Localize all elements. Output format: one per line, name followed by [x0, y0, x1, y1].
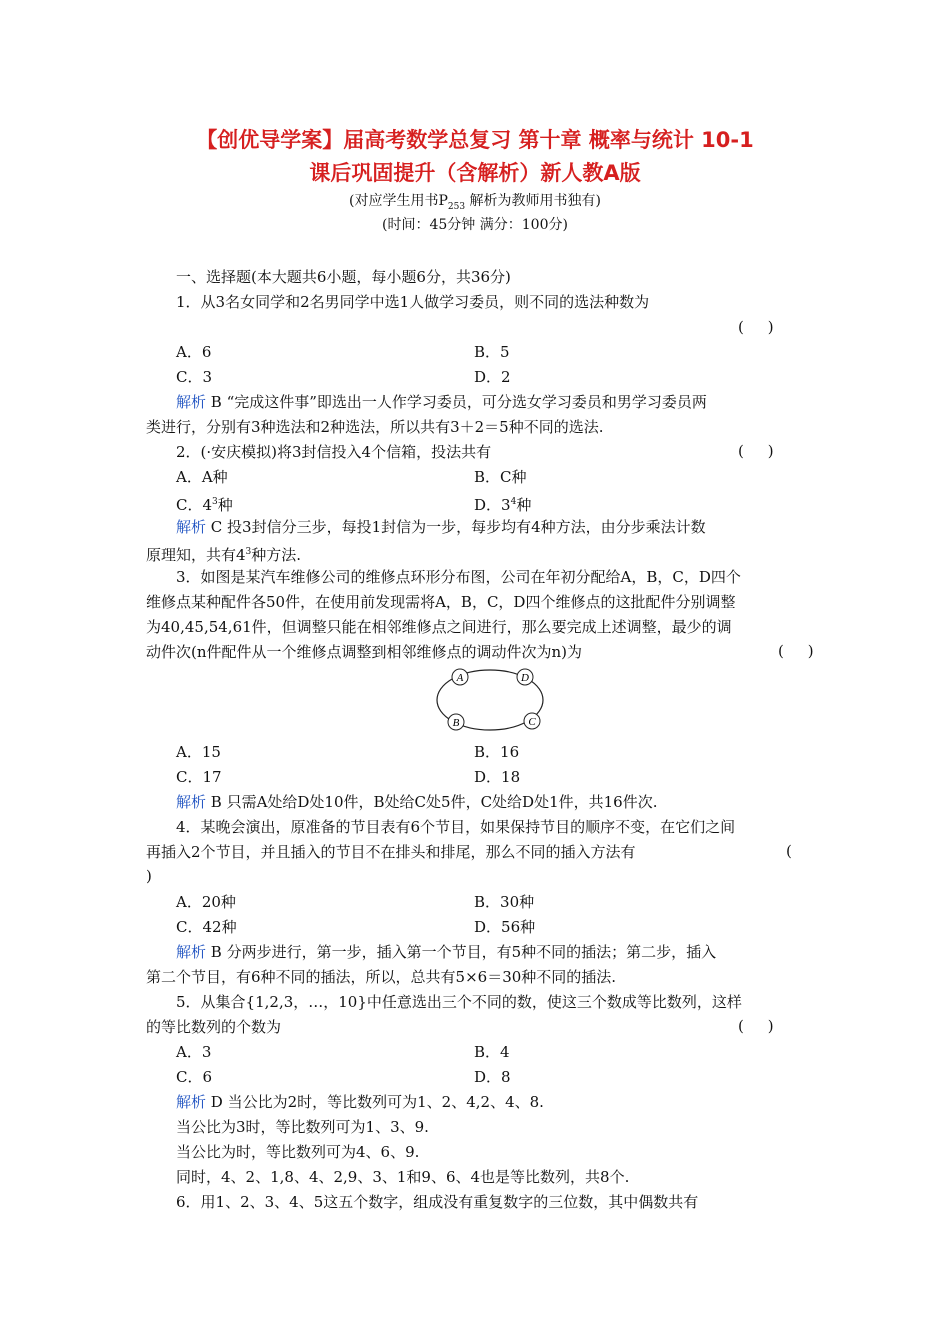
svg-text:B: B	[452, 717, 460, 729]
q1-answer-paren: ( )	[738, 318, 774, 336]
q4-option-c: C．42种	[176, 918, 237, 936]
q4-paren-close: )	[146, 867, 152, 885]
section-heading: 一、选择题(本大题共6小题，每小题6分，共36分)	[176, 268, 511, 286]
q5-solution-line-4: 同时，4、2、1,8、4、2,9、3、1和9、6、4也是等比数列，共8个.	[176, 1168, 630, 1186]
q3-solution: 解析 B 只需A处给D处10件，B处给C处5件，C处给D处1件，共16件次.	[176, 793, 658, 811]
q2-option-b: B．C种	[474, 468, 527, 486]
q6-stem: 6．用1、2、3、4、5这五个数字，组成没有重复数字的三位数，其中偶数共有	[176, 1193, 699, 1211]
q5-option-d: D．8	[474, 1068, 511, 1086]
q5-option-b: B．4	[474, 1043, 510, 1061]
q1-option-d: D．2	[474, 368, 511, 386]
q1-stem: 1．从3名女同学和2名男同学中选1人做学习委员，则不同的选法种数为	[176, 293, 650, 311]
q5-solution-line-2: 当公比为3时，等比数列可为1、3、9.	[176, 1118, 429, 1136]
solution-label: 解析	[176, 943, 207, 961]
time-limit: (时间：45分钟 满分：100分)	[382, 217, 568, 233]
q2-answer-paren: ( )	[738, 442, 774, 460]
q3-stem-line-3: 为40,45,54,61件，但调整只能在相邻维修点之间进行，那么要完成上述调整，最少的调	[146, 618, 732, 636]
q3-option-a: A．15	[176, 743, 221, 761]
q5-stem-line-2: 的等比数列的个数为	[146, 1018, 282, 1036]
solution-label: 解析	[176, 793, 207, 811]
q5-stem-line-1: 5．从集合{1,2,3，…，10}中任意选出三个不同的数，使这三个数成等比数列，这样	[176, 993, 742, 1011]
q2-solution-line-2: 原理知，共有$4^3$种方法.	[146, 546, 302, 564]
q5-answer-paren: ( )	[738, 1017, 774, 1035]
q4-option-b: B．30种	[474, 893, 535, 911]
q3-answer-paren: ( )	[778, 642, 814, 660]
q4-stem-line-2: 再插入2个节目，并且插入的节目不在排头和排尾，那么不同的插入方法有	[146, 843, 636, 861]
solution-label: 解析	[176, 1093, 207, 1111]
q2-stem: 2．(·安庆模拟)将3封信投入4个信箱，投法共有	[176, 443, 492, 461]
q5-solution-line-1: 解析 D 当公比为2时，等比数列可为1、2、4,2、4、8.	[176, 1093, 544, 1111]
q4-solution-line-2: 第二个节目，有6种不同的插法，所以，总共有5×6＝30种不同的插法.	[146, 968, 617, 986]
q4-stem-line-1: 4．某晚会演出，原准备的节目表有6个节目，如果保持节目的顺序不变，在它们之间	[176, 818, 736, 836]
q3-stem-line-2: 维修点某种配件各50件，在使用前发现需将A，B，C，D四个维修点的这批配件分别调整	[146, 593, 736, 611]
q2-option-c: C．$4^3$种	[176, 496, 233, 514]
q1-solution-line-2: 类进行，分别有3种选法和2种选法，所以共有3＋2＝5种不同的选法.	[146, 418, 604, 436]
svg-text:A: A	[456, 672, 464, 684]
q3-option-c: C．17	[176, 768, 222, 786]
q1-option-a: A．6	[176, 343, 212, 361]
q3-option-d: D．18	[474, 768, 521, 786]
q1-solution-line-1: 解析 B “完成这件事”即选出一人作学习委员，可分选女学习委员和男学习委员两	[176, 393, 707, 411]
q2-solution-line-1: 解析 C 投3封信分三步，每投1封信为一步，每步均有4种方法，由分步乘法计数	[176, 518, 706, 536]
node-b	[448, 714, 464, 730]
q5-option-c: C．6	[176, 1068, 213, 1086]
page-subscript: 253	[447, 201, 466, 212]
q2-option-a: A．A种	[176, 468, 228, 486]
q3-option-b: B．16	[474, 743, 520, 761]
q4-paren-open: (	[786, 842, 792, 860]
node-c	[524, 713, 540, 729]
svg-text:C: C	[528, 716, 536, 728]
document-title-line-2: 课后巩固提升（含解析）新人教A版	[309, 161, 641, 185]
q3-stem-line-1: 3．如图是某汽车维修公司的维修点环形分布图，公司在年初分配给A，B，C，D四个	[176, 568, 741, 586]
ring-diagram	[430, 664, 550, 736]
q4-option-d: D．56种	[474, 918, 536, 936]
solution-label: 解析	[176, 518, 207, 536]
q3-stem-line-4: 动件次(n件配件从一个维修点调整到相邻维修点的调动件次为n)为	[146, 643, 583, 661]
q5-solution-line-3: 当公比为时，等比数列可为4、6、9.	[176, 1143, 420, 1161]
source-note: (对应学生用书$P_{253}$ 解析为教师用书独有)	[349, 193, 601, 212]
node-a	[452, 669, 468, 685]
q4-solution-line-1: 解析 B 分两步进行，第一步，插入第一个节目，有5种不同的插法；第二步，插入	[176, 943, 717, 961]
q1-option-c: C．3	[176, 368, 213, 386]
q4-option-a: A．20种	[176, 893, 236, 911]
svg-text:D: D	[521, 672, 529, 684]
node-d	[517, 669, 533, 685]
solution-label: 解析	[176, 393, 207, 411]
document-title-line-1: 【创优导学案】届高考数学总复习 第十章 概率与统计 10-1	[196, 128, 754, 152]
q5-option-a: A．3	[176, 1043, 212, 1061]
q1-option-b: B．5	[474, 343, 510, 361]
q2-option-d: D．$3^4$种	[474, 496, 532, 514]
